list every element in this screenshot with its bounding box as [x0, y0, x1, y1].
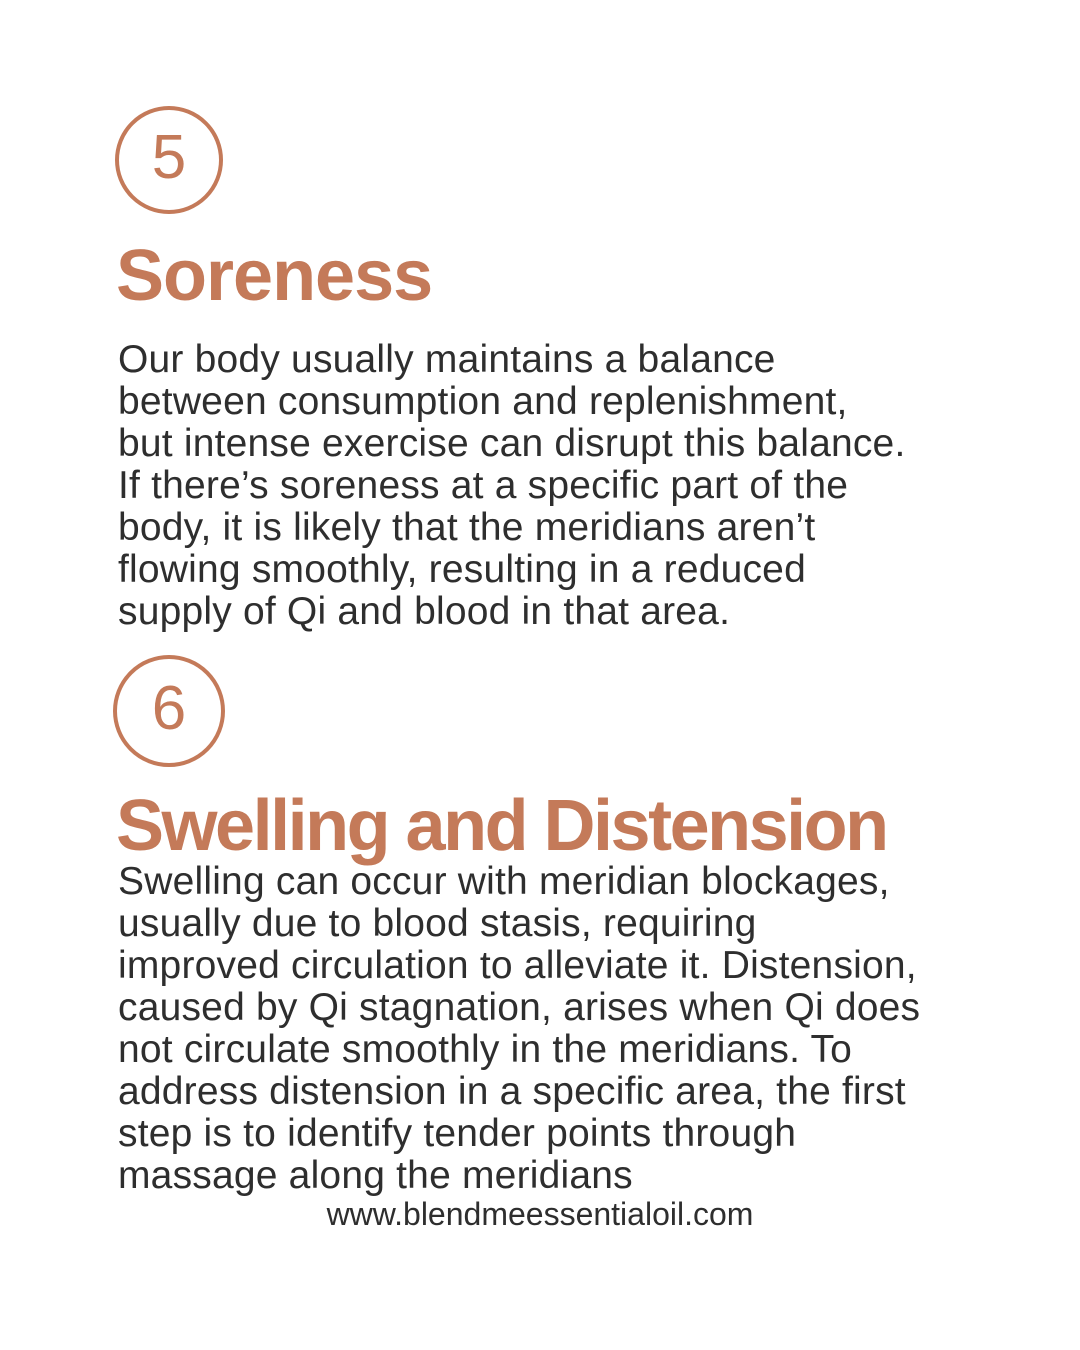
body-line: address distension in a specific area, the first [118, 1070, 906, 1113]
section-5-body [118, 339, 1018, 633]
body-line: improved circulation to alleviate it. Distension, [118, 944, 917, 987]
step-6-number: 6 [151, 674, 187, 743]
step-5-number: 5 [151, 123, 187, 192]
body-line: supply of Qi and blood in that area. [118, 590, 731, 633]
website-url: www.blendmeessentialoil.com [326, 1196, 754, 1232]
body-line: body, it is likely that the meridians aren’t [118, 506, 816, 549]
section-6-title: Swelling and Distension [116, 786, 887, 866]
body-line: massage along the meridians [118, 1154, 633, 1197]
step-5-number-badge [115, 106, 223, 214]
body-line: flowing smoothly, resulting in a reduced [118, 548, 806, 591]
body-line: If there’s soreness at a specific part of the [118, 464, 849, 507]
body-line: Our body usually maintains a balance [118, 338, 776, 381]
step-6-number-badge [113, 655, 225, 767]
section-6-body [118, 861, 1018, 1197]
body-line: Swelling can occur with meridian blockages, [118, 860, 890, 903]
body-line: but intense exercise can disrupt this balance. [118, 422, 906, 465]
body-line: usually due to blood stasis, requiring [118, 902, 757, 945]
body-line: not circulate smoothly in the meridians. To [118, 1028, 853, 1071]
body-line: step is to identify tender points through [118, 1112, 797, 1155]
body-line: caused by Qi stagnation, arises when Qi does [118, 986, 921, 1029]
section-5-title: Soreness [116, 236, 433, 316]
body-line: between consumption and replenishment, [118, 380, 848, 423]
